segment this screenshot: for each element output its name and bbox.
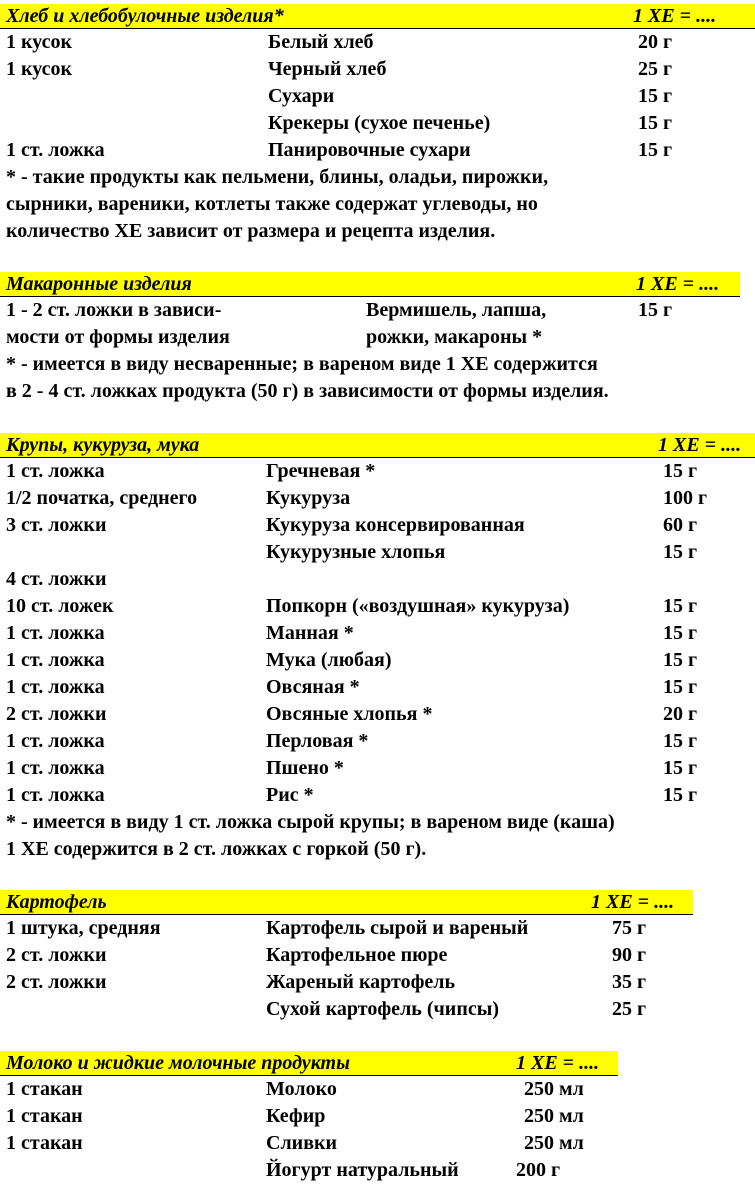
product-cell: Сухари [268, 85, 335, 107]
product-cell: Черный хлеб [268, 58, 387, 80]
footnote-line: * - такие продукты как пельмени, блины, оладьи, пирожки, [6, 166, 549, 188]
section-title: Картофель [6, 891, 107, 913]
qty-cell: 1 штука, средняя [6, 917, 161, 939]
table-row [0, 512, 755, 539]
table-row [0, 728, 755, 755]
footnote-line: количество ХЕ зависит от размера и рецепта изделия. [6, 220, 496, 242]
qty-cell: 1 ст. ложка [6, 139, 105, 161]
amount-cell: 15 г [638, 299, 673, 321]
qty-cell: 1 ст. ложка [6, 649, 105, 671]
product-cell: Попкорн («воздушная» кукуруза) [266, 595, 570, 617]
table-row [0, 701, 755, 728]
amount-cell: 15 г [638, 112, 673, 134]
section-header [0, 272, 740, 297]
product-cell: Вермишель, лапша, [366, 299, 547, 321]
product-cell: Пшено * [266, 757, 344, 779]
qty-cell: 2 ст. ложки [6, 944, 107, 966]
table-row [0, 297, 740, 324]
table-row [0, 593, 755, 620]
amount-cell: 75 г [612, 917, 647, 939]
footnote-line: в 2 - 4 ст. ложках продукта (50 г) в зависимости от формы изделия. [6, 380, 609, 402]
qty-cell: 1 ст. ложка [6, 730, 105, 752]
section-pasta [0, 272, 740, 405]
amount-cell: 25 г [638, 58, 673, 80]
amount-cell: 15 г [638, 139, 673, 161]
qty-cell: 10 ст. ложек [6, 595, 114, 617]
qty-cell: мости от формы изделия [6, 326, 230, 348]
table-row [0, 915, 693, 942]
product-cell: Йогурт натуральный [266, 1159, 459, 1181]
amount-cell: 35 г [612, 971, 647, 993]
product-cell: Овсяная * [266, 676, 360, 698]
qty-cell: 1 стакан [6, 1132, 83, 1154]
qty-cell: 1/2 початка, среднего [6, 487, 198, 509]
amount-cell: 15 г [663, 595, 698, 617]
qty-cell: 1 ст. ложка [6, 622, 105, 644]
product-cell: Манная * [266, 622, 354, 644]
product-cell: Картофельное пюре [266, 944, 448, 966]
section-title: Крупы, кукуруза, мука [6, 434, 200, 456]
table-row [0, 83, 755, 110]
amount-cell: 15 г [663, 730, 698, 752]
table-row [0, 56, 755, 83]
amount-cell: 60 г [663, 514, 698, 536]
table-row [0, 782, 755, 809]
amount-cell: 25 г [612, 998, 647, 1020]
section-title: Молоко и жидкие молочные продукты [6, 1052, 350, 1074]
amount-cell: 100 г [663, 487, 708, 509]
xe-label: 1 ХЕ = .... [658, 434, 742, 456]
footnote-line: 1 ХЕ содержится в 2 ст. ложках с горкой (50 г). [6, 838, 427, 860]
section-bread [0, 4, 755, 245]
table-row [0, 755, 755, 782]
table-row [0, 137, 755, 164]
product-cell: Гречневая * [266, 460, 376, 482]
qty-cell: 1 ст. ложка [6, 676, 105, 698]
table-row [0, 566, 755, 593]
section-header [0, 4, 755, 29]
table-row [0, 29, 755, 56]
amount-cell: 20 г [638, 31, 673, 53]
product-cell: рожки, макароны * [366, 326, 543, 348]
qty-cell: 3 ст. ложки [6, 514, 107, 536]
product-cell: Панировочные сухари [268, 139, 471, 161]
qty-cell: 1 кусок [6, 31, 73, 53]
product-cell: Кефир [266, 1105, 326, 1127]
qty-cell: 1 кусок [6, 58, 73, 80]
table-row [0, 674, 755, 701]
table-row [0, 485, 755, 512]
product-cell: Кукуруза консервированная [266, 514, 525, 536]
product-cell: Мука (любая) [266, 649, 392, 671]
footnote-line: сырники, вареники, котлеты также содержат углеводы, но [6, 193, 538, 215]
section-header [0, 1051, 618, 1076]
section-milk [0, 1051, 618, 1184]
amount-cell: 15 г [663, 541, 698, 563]
amount-cell: 15 г [663, 622, 698, 644]
table-row [0, 969, 693, 996]
amount-cell: 250 мл [524, 1105, 584, 1127]
product-cell: Сливки [266, 1132, 338, 1154]
table-row [0, 539, 755, 566]
table-row [0, 1103, 618, 1130]
product-cell: Кукурузные хлопья [266, 541, 446, 563]
section-cereals [0, 433, 755, 863]
table-row [0, 1130, 618, 1157]
section-title: Макаронные изделия [6, 273, 192, 295]
product-cell: Кукуруза [266, 487, 351, 509]
qty-cell: 2 ст. ложки [6, 971, 107, 993]
qty-cell: 1 ст. ложка [6, 757, 105, 779]
amount-cell: 15 г [663, 676, 698, 698]
product-cell: Белый хлеб [268, 31, 374, 53]
qty-cell: 1 - 2 ст. ложки в зависи- [6, 299, 222, 321]
amount-cell: 15 г [663, 649, 698, 671]
table-row [0, 324, 740, 351]
section-header [0, 433, 755, 458]
footnote-line: * - имеется в виду несваренные; в вареном виде 1 ХЕ содержится [6, 353, 598, 375]
qty-cell: 1 стакан [6, 1105, 83, 1127]
product-cell: Овсяные хлопья * [266, 703, 433, 725]
product-cell: Жареный картофель [266, 971, 456, 993]
qty-cell: 1 стакан [6, 1078, 83, 1100]
amount-cell: 20 г [663, 703, 698, 725]
table-row [0, 620, 755, 647]
product-cell: Крекеры (сухое печенье) [268, 112, 491, 134]
table-row [0, 647, 755, 674]
xe-label: 1 ХЕ = .... [633, 5, 717, 27]
amount-cell: 15 г [638, 85, 673, 107]
xe-label: 1 ХЕ = .... [516, 1052, 600, 1074]
table-row [0, 1157, 618, 1184]
amount-cell: 200 г [516, 1159, 561, 1181]
xe-label: 1 ХЕ = .... [591, 891, 675, 913]
amount-cell: 15 г [663, 784, 698, 806]
table-row [0, 1076, 618, 1103]
product-cell: Рис * [266, 784, 314, 806]
amount-cell: 15 г [663, 757, 698, 779]
table-row [0, 458, 755, 485]
section-title: Хлеб и хлебобулочные изделия* [6, 5, 284, 27]
product-cell: Молоко [266, 1078, 337, 1100]
qty-cell: 1 ст. ложка [6, 784, 105, 806]
section-header [0, 890, 693, 915]
footnote-line: * - имеется в виду 1 ст. ложка сырой крупы; в вареном виде (каша) [6, 811, 615, 833]
amount-cell: 90 г [612, 944, 647, 966]
amount-cell: 250 мл [524, 1078, 584, 1100]
product-cell: Сухой картофель (чипсы) [266, 998, 499, 1020]
table-row [0, 110, 755, 137]
qty-cell: 2 ст. ложки [6, 703, 107, 725]
table-row [0, 996, 693, 1023]
table-row [0, 942, 693, 969]
product-cell: Перловая * [266, 730, 369, 752]
amount-cell: 15 г [663, 460, 698, 482]
product-cell: Картофель сырой и вареный [266, 917, 529, 939]
qty-cell: 1 ст. ложка [6, 460, 105, 482]
amount-cell: 250 мл [524, 1132, 584, 1154]
xe-label: 1 ХЕ = .... [636, 273, 720, 295]
qty-cell: 4 ст. ложки [6, 568, 107, 590]
section-potato [0, 890, 693, 1023]
